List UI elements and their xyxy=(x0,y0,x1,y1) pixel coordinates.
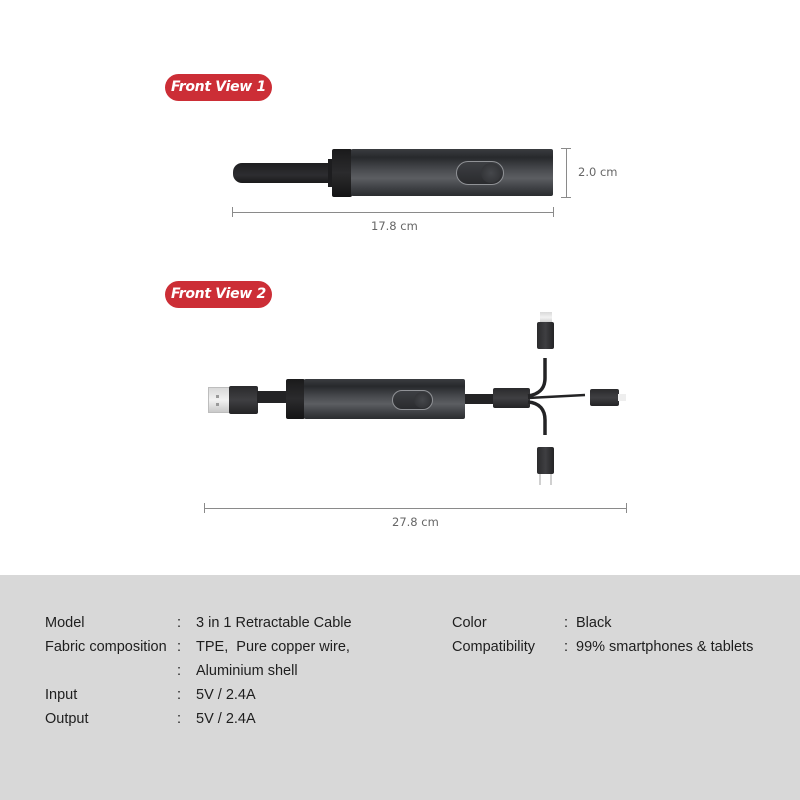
usb-a-plug-housing xyxy=(229,386,258,414)
micro-usb-connector-bottom xyxy=(539,474,552,485)
spec-value-compatibility: 99% smartphones & tablets xyxy=(576,639,754,655)
length-dimension-line xyxy=(232,212,553,213)
specifications-panel xyxy=(0,575,800,800)
spec-separator: : xyxy=(177,711,182,727)
lightning-connector xyxy=(618,394,626,401)
full-length-tick-left xyxy=(204,503,205,513)
spec-value-output: 5V / 2.4A xyxy=(196,711,256,727)
spec-separator: : xyxy=(564,639,569,655)
spec-row-model xyxy=(45,615,85,631)
length-dimension-tick-left xyxy=(232,207,233,217)
height-dimension-label: 2.0 cm xyxy=(578,165,618,179)
usb-a-connector xyxy=(208,387,230,413)
spec-row-output xyxy=(45,711,89,727)
spec-label: Input xyxy=(45,687,78,703)
height-dimension-tick-bottom xyxy=(561,197,571,198)
height-dimension-line xyxy=(566,148,567,198)
height-dimension-tick-top xyxy=(561,148,571,149)
spec-row-input xyxy=(45,687,77,703)
spec-label: Model xyxy=(45,615,85,631)
spec-row-fabric xyxy=(45,639,167,655)
spec-value-input: 5V / 2.4A xyxy=(196,687,256,703)
aluminium-body xyxy=(304,379,465,419)
usb-cable xyxy=(257,391,287,403)
slider-switch xyxy=(456,161,504,185)
output-cable xyxy=(465,394,495,404)
end-cap xyxy=(286,379,305,419)
aluminium-body xyxy=(351,149,553,196)
spec-value-fabric: TPE, Pure copper wire, xyxy=(196,639,350,655)
length-dimension-tick-right xyxy=(553,207,554,217)
spec-label: Fabric composition xyxy=(45,639,167,655)
spec-separator: : xyxy=(177,639,182,655)
slider-switch xyxy=(392,390,433,410)
length-dimension-label: 17.8 cm xyxy=(371,219,418,233)
spec-value-fabric-continued: Aluminium shell xyxy=(196,663,298,679)
usb-c-plug-top xyxy=(537,322,554,349)
full-length-dimension-label: 27.8 cm xyxy=(392,515,439,529)
micro-usb-plug-bottom xyxy=(537,447,554,474)
spec-separator: : xyxy=(177,687,182,703)
spec-label-compatibility: Compatibility xyxy=(452,639,535,655)
front-view-1-badge: Front View 1 xyxy=(165,74,272,101)
spec-label: Output xyxy=(45,711,89,727)
slider-knob xyxy=(481,163,501,183)
lanyard-strap xyxy=(233,163,333,183)
spec-separator: : xyxy=(564,615,569,631)
lightning-plug xyxy=(590,389,619,406)
spec-label-color: Color xyxy=(452,615,487,631)
full-length-tick-right xyxy=(626,503,627,513)
spec-value-model: 3 in 1 Retractable Cable xyxy=(196,615,352,631)
full-length-dimension-line xyxy=(204,508,626,509)
spec-separator: : xyxy=(177,663,182,679)
end-cap xyxy=(332,149,352,197)
spec-separator: : xyxy=(177,615,182,631)
front-view-2-badge: Front View 2 xyxy=(165,281,272,308)
spec-value-color: Black xyxy=(576,615,612,631)
slider-knob xyxy=(414,392,431,408)
